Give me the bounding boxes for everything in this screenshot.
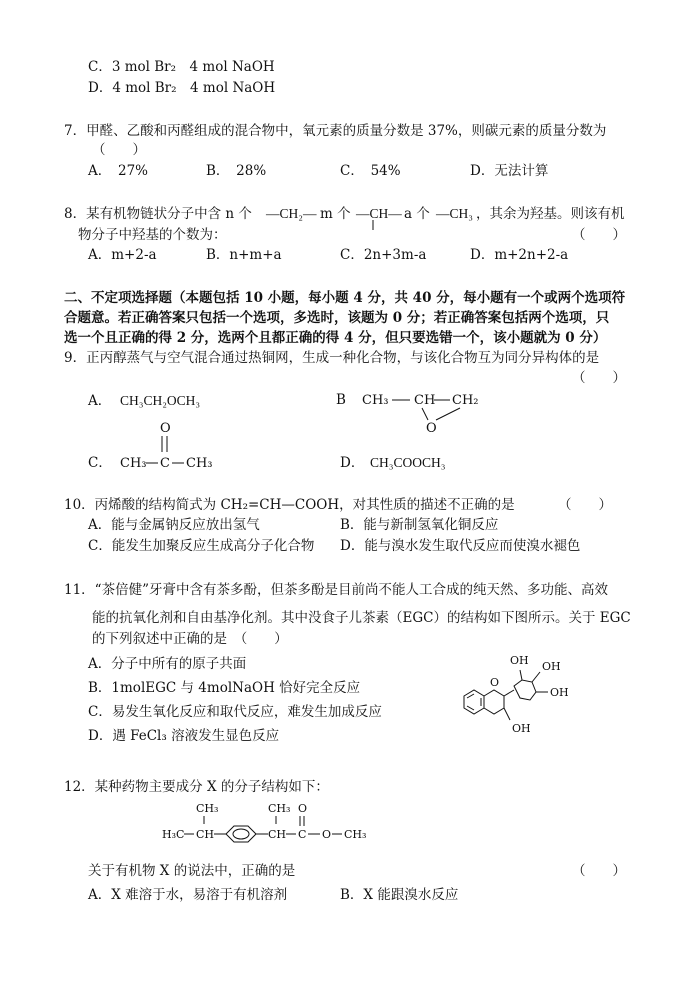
q8-option-a: A．m+2-a <box>88 247 157 263</box>
q9-b-ch3: CH₃ <box>362 393 389 408</box>
section2-line3: 选一个且正确的得 2 分，选两个且都正确的得 4 分，但只要选错一个，该小题就为 0 分） <box>64 330 607 346</box>
q12-ch3-top-left: CH₃ <box>196 802 219 815</box>
section2-line2: 合题意。若正确答案只包括一个选项，多选时，该题为 0 分；若正确答案包括两个选项，只 <box>64 310 610 326</box>
q8-group-ch3: —CH₃ <box>436 206 473 221</box>
q6-option-c: C．3 mol Br₂ 4 mol NaOH <box>88 59 275 75</box>
q10-paren: （ ） <box>558 497 612 513</box>
q8-stem-suffix: ，其余为羟基。则该有机 <box>476 206 625 222</box>
q6-option-d: D．4 mol Br₂ 4 mol NaOH <box>88 80 276 96</box>
q8-m-label: m 个 <box>320 206 351 222</box>
q11-egc-structure <box>450 648 600 748</box>
q11-oh-right: OH <box>550 686 569 699</box>
q12-option-b: B．X 能跟溴水反应 <box>340 887 459 903</box>
q11-stem-line2: 能的抗氧化剂和自由基净化剂。其中没食子儿茶素（EGC）的结构如下图所示。关于 EGC <box>92 610 631 626</box>
q8-a-label: a 个 <box>404 206 430 222</box>
q12-ch3-top-mid: CH₃ <box>268 802 291 815</box>
q9-b-ch2: CH₂ <box>452 393 479 408</box>
q8-group-ch2: —CH₂— <box>266 206 317 221</box>
q10-option-d: D．能与溴水发生取代反应而使溴水褪色 <box>340 538 581 554</box>
q11-oh-top-left: OH <box>510 654 529 667</box>
q12-option-a: A．X 难溶于水，易溶于有机溶剂 <box>88 887 288 903</box>
q8-option-b: B．n+m+a <box>206 247 282 263</box>
q12-h3c: H₃C <box>162 828 185 841</box>
q9-option-c-structure <box>84 418 244 474</box>
q9-b-o: O <box>426 421 437 436</box>
q9-paren: （ ） <box>572 370 626 386</box>
q9-option-d-formula: CH₃COOCH₃ <box>370 455 446 470</box>
q8-option-c: C．2n+3m-a <box>340 247 427 263</box>
q12-structure <box>160 800 380 846</box>
q11-option-a: A．分子中所有的原子共面 <box>88 656 247 672</box>
q12-ch3-end: CH₃ <box>344 828 367 841</box>
q9-option-a-label: A． <box>88 393 112 409</box>
q12-o-double: O <box>298 802 308 815</box>
q7-paren: （ ） <box>92 142 146 158</box>
q12-stem: 12．某种药物主要成分 X 的分子结构如下： <box>64 779 329 795</box>
q9-option-a-formula: CH₃CH₂OCH₃ <box>120 393 201 408</box>
q9-option-b-structure <box>330 384 490 436</box>
q12-o: O <box>322 828 332 841</box>
q12-ch-mid: CH <box>268 828 287 841</box>
section2-line1: 二、不定项选择题（本题包括 10 小题，每小题 4 分，共 40 分，每小题有一个或两个选项符 <box>64 290 626 306</box>
q9-c-label: C． <box>88 455 112 471</box>
q11-stem-line1: 11．“茶倍健”牙膏中含有茶多酚，但茶多酚是目前尚不能人工合成的纯天然、多功能、高效 <box>64 582 608 598</box>
q9-c-left: CH₃ <box>120 456 147 471</box>
q10-option-c: C．能发生加聚反应生成高分子化合物 <box>88 538 315 554</box>
q7-option-d: D．无法计算 <box>470 163 549 179</box>
q8-stem-line2: 物分子中羟基的个数为： <box>78 227 227 243</box>
q8-paren: （ ） <box>572 227 626 243</box>
q11-oh-top-right: OH <box>542 660 561 673</box>
q9-b-ch: CH <box>414 393 436 408</box>
q11-option-b: B．1molEGC 与 4molNaOH 恰好完全反应 <box>88 680 361 696</box>
q7-option-b: B． 28% <box>206 163 267 179</box>
q8-stem-prefix: 8．某有机物链状分子中含 n 个 <box>64 206 252 222</box>
q11-option-d: D．遇 FeCl₃ 溶液发生显色反应 <box>88 728 280 744</box>
q8-ch-bond-line <box>370 220 376 232</box>
q8-group-ch: —CH— <box>356 206 402 221</box>
q9-option-d-label: D． <box>340 455 365 471</box>
q9-c-right: CH₃ <box>186 456 213 471</box>
q8-option-d: D．m+2n+2-a <box>470 247 569 263</box>
q7-option-a: A． 27% <box>88 163 149 179</box>
q11-option-c: C．易发生氧化反应和取代反应，难发生加成反应 <box>88 704 382 720</box>
q12-ch-left: CH <box>196 828 215 841</box>
q10-option-a: A．能与金属钠反应放出氢气 <box>88 517 260 533</box>
q11-ring-o: O <box>490 676 500 689</box>
q12-paren: （ ） <box>572 863 626 879</box>
q10-option-b: B．能与新制氢氧化铜反应 <box>340 517 499 533</box>
q11-stem-line3: 的下列叙述中正确的是 （ ） <box>92 631 288 647</box>
q9-c-c: C <box>160 456 170 471</box>
q10-stem: 10．丙烯酸的结构简式为 CH₂=CH—COOH，对其性质的描述不正确的是 <box>64 497 515 513</box>
q12-stem-line2: 关于有机物 X 的说法中，正确的是 <box>88 863 296 879</box>
q9-c-o: O <box>160 421 171 436</box>
q9-b-label: B <box>336 392 346 408</box>
q9-stem: 9．正丙醇蒸气与空气混合通过热铜网，生成一种化合物，与该化合物互为同分异构体的是 <box>64 350 600 366</box>
q7-stem: 7．甲醛、乙酸和丙醛组成的混合物中，氧元素的质量分数是 37%，则碳元素的质量分数为 <box>64 123 607 139</box>
q11-oh-bottom: OH <box>512 722 531 735</box>
q7-option-c: C． 54% <box>340 163 401 179</box>
q12-c: C <box>298 828 307 841</box>
